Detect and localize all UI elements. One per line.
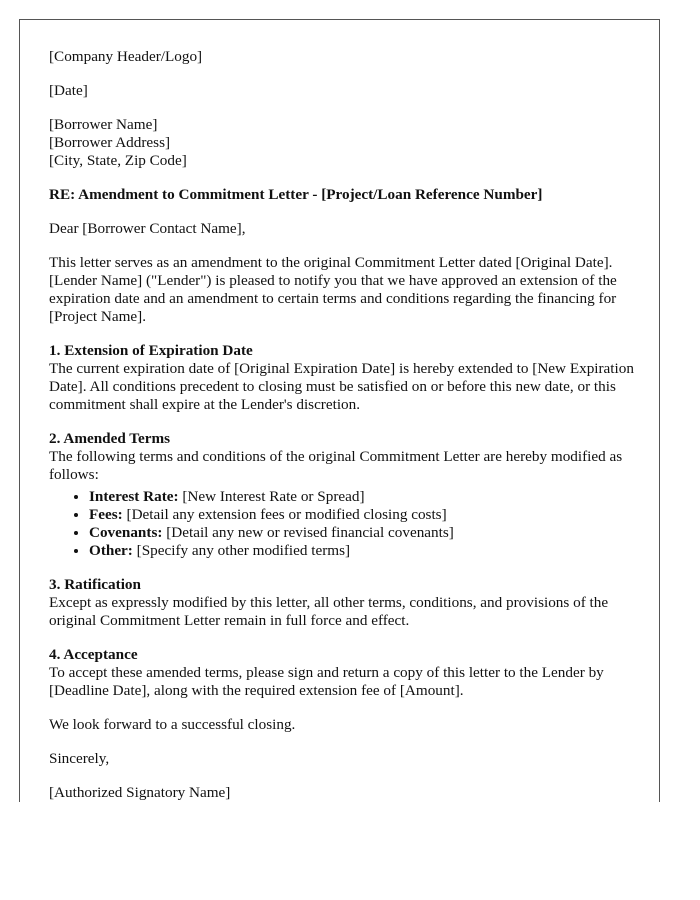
borrower-name: [Borrower Name] — [49, 116, 158, 133]
list-item-text: [Specify any other modified terms] — [132, 542, 351, 559]
section-heading: 4. Acceptance — [49, 646, 138, 663]
list-item-other — [89, 542, 641, 560]
sign-off: Sincerely, — [49, 750, 110, 767]
borrower-city-state-zip: [City, State, Zip Code] — [49, 152, 187, 169]
list-item-label: Interest Rate: — [89, 488, 179, 505]
list-item-text: [Detail any extension fees or modified closing costs] — [122, 506, 447, 523]
intro-paragraph: This letter serves as an amendment to the original Commitment Letter dated [Original Date]. [Lender Name] ("Lender") is pleased to notify you that we have approved an extension of the expiration date and an amendment to certain terms and conditions regarding the financing for [Project Name]. — [49, 254, 617, 325]
section-acceptance — [49, 646, 641, 700]
section-body: The current expiration date of [Original Expiration Date] is hereby extended to [New Expiration Date]. All conditions precedent to closing must be satisfied on or before this new date, or this commitment shall expire at the Lender's discretion. — [49, 360, 634, 413]
letter-page — [19, 19, 660, 802]
section-heading: 3. Ratification — [49, 576, 141, 593]
company-header-logo: [Company Header/Logo] — [49, 48, 203, 65]
section-amended-terms — [49, 430, 641, 560]
list-item-covenants — [89, 524, 641, 542]
section-body: To accept these amended terms, please sign and return a copy of this letter to the Lender by [Deadline Date], along with the required extension fee of [Amount]. — [49, 664, 604, 699]
list-item-fees — [89, 506, 641, 524]
section-body: Except as expressly modified by this letter, all other terms, conditions, and provisions of the original Commitment Letter remain in full force and effect. — [49, 594, 609, 629]
closing-line: We look forward to a successful closing. — [49, 716, 296, 733]
borrower-address-block — [49, 116, 641, 170]
section-extension — [49, 342, 641, 414]
list-item-interest-rate — [89, 488, 641, 506]
salutation: Dear [Borrower Contact Name], — [49, 220, 246, 237]
amended-terms-list — [49, 488, 641, 560]
letter-content — [49, 48, 641, 802]
list-item-text: [Detail any new or revised financial covenants] — [162, 524, 454, 541]
list-item-label: Other: — [89, 542, 133, 559]
section-ratification — [49, 576, 641, 630]
list-item-label: Fees: — [89, 506, 123, 523]
letter-date: [Date] — [49, 82, 88, 99]
list-item-label: Covenants: — [89, 524, 163, 541]
signatory-name: [Authorized Signatory Name] — [49, 784, 231, 801]
borrower-address: [Borrower Address] — [49, 134, 171, 151]
list-item-text: [New Interest Rate or Spread] — [178, 488, 365, 505]
section-body: The following terms and conditions of the original Commitment Letter are hereby modified as follows: — [49, 448, 623, 483]
section-heading: 1. Extension of Expiration Date — [49, 342, 253, 359]
section-heading: 2. Amended Terms — [49, 430, 171, 447]
subject-line: RE: Amendment to Commitment Letter - [Project/Loan Reference Number] — [49, 186, 543, 203]
